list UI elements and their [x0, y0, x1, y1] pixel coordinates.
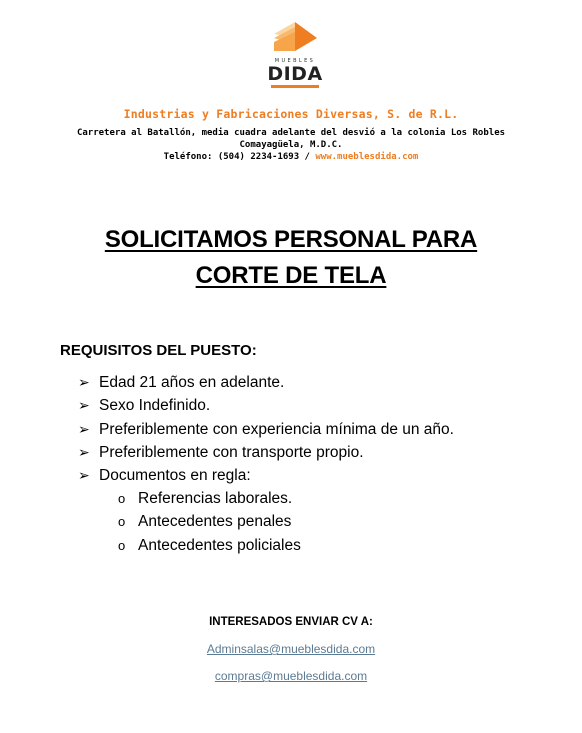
sub-list-item-text: Antecedentes penales: [138, 513, 292, 531]
requirements-heading: REQUISITOS DEL PUESTO:: [60, 342, 257, 359]
arrow-bullet-icon: ➢: [78, 374, 90, 390]
arrow-bullet-icon: ➢: [78, 420, 90, 437]
sub-list-item: [118, 534, 301, 557]
arrow-bullet-icon: ➢: [78, 397, 90, 414]
email-link-admin[interactable]: Adminsalas@mueblesdida.com: [206, 642, 376, 656]
contact-heading: INTERESADOS ENVIAR CV A:: [209, 616, 373, 628]
arrow-bullet-icon: ➢: [78, 467, 90, 484]
list-item: [78, 464, 454, 487]
logo-big-text: DIDA: [267, 63, 323, 85]
company-logo: [265, 18, 325, 88]
requirements-list: [78, 371, 454, 487]
phone-line: [0, 152, 582, 162]
address-line-1: Carretera al Batallón, media cuadra adelante del desvió a la colonia Los Robles: [76, 128, 506, 138]
documents-sublist: [118, 487, 301, 557]
list-item-text: Sexo Indefinido.: [99, 397, 211, 415]
arrow-bullet-icon: ➢: [78, 443, 90, 460]
list-item: [78, 371, 454, 394]
list-item-text: Preferiblemente con transporte propio.: [99, 443, 364, 461]
logo-icon: [265, 18, 325, 58]
circle-bullet-icon: o: [118, 537, 126, 553]
website-link[interactable]: www.mueblesdida.com: [315, 152, 419, 162]
circle-bullet-icon: o: [118, 491, 126, 506]
page-title-line-1: SOLICITAMOS PERSONAL PARA: [104, 226, 478, 253]
list-item-text: Edad 21 años en adelante.: [99, 374, 285, 391]
logo-small-text: MUEBLES: [274, 58, 316, 64]
list-item: [78, 441, 454, 464]
circle-bullet-icon: o: [118, 514, 126, 530]
page-title-line-2: CORTE DE TELA: [195, 262, 387, 289]
list-item-text: Documentos en regla:: [99, 467, 251, 485]
list-item-text: Preferiblemente con experiencia mínima de un año.: [99, 420, 454, 438]
sub-list-item-text: Referencias laborales.: [138, 490, 293, 507]
list-item: [78, 394, 454, 417]
sub-list-item-text: Antecedentes policiales: [138, 536, 301, 554]
list-item: [78, 418, 454, 441]
address-line-2: Comayagüela, M.D.C.: [239, 140, 343, 150]
sub-list-item: [118, 487, 301, 510]
logo-underline: [271, 85, 319, 88]
phone-text: Teléfono: (504) 2234-1693 /: [163, 152, 316, 162]
email-link-compras[interactable]: compras@mueblesdida.com: [214, 669, 368, 683]
sub-list-item: [118, 510, 301, 533]
company-name: Industrias y Fabricaciones Diversas, S. de R.L.: [123, 107, 459, 121]
